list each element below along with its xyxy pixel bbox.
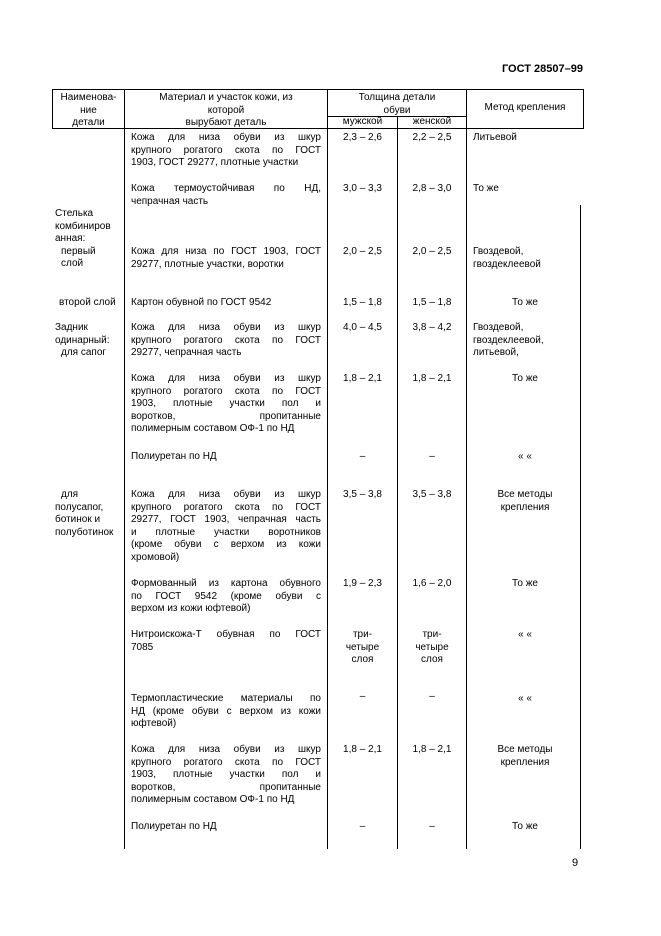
female-thickness-cell: три- четыре слоя xyxy=(415,629,449,665)
male-thickness-cell: 2,0 – 2,5 xyxy=(343,246,382,257)
female-thickness-cell: 2,2 – 2,5 xyxy=(412,132,452,143)
female-thickness-cell: 3,5 – 3,8 xyxy=(412,489,452,500)
material-cell: Нитроискожа-Т обувная по ГОСТ 7085 xyxy=(131,629,321,653)
material-cell: Кожа для низа обуви из шкур крупного рогатого скота по ГОСТ 1903, плотные участки пол и воротков, пропитанные полимерным составом ОФ-1 по НД xyxy=(131,373,321,434)
method-cell: То же xyxy=(512,578,538,589)
female-thickness-cell: 3,8 – 4,2 xyxy=(412,322,452,333)
female-thickness-cell: – xyxy=(429,691,435,702)
material-cell: Полиуретан по НД xyxy=(131,451,217,462)
material-cell: Кожа для низа по ГОСТ 1903, ГОСТ 29277, плотные участки, воротки xyxy=(131,246,321,270)
method-cell: То же xyxy=(512,821,538,832)
column-header-name: Наименова- ние детали xyxy=(60,92,117,128)
part-half-boots: для полусапог, ботинок и полуботинок xyxy=(55,489,114,538)
material-cell: Термопластические материалы по НД (кроме обуви с верхом из кожи юфтевой) xyxy=(131,693,321,729)
female-thickness-cell: 1,8 – 2,1 xyxy=(412,373,452,384)
material-cell: Кожа термоустойчивая по НД, чепрачная часть xyxy=(131,183,321,207)
method-cell: « « xyxy=(518,693,532,704)
male-thickness-cell: 1,5 – 1,8 xyxy=(343,297,382,308)
part-insole: Стелька комбиниров анная: первый слой xyxy=(55,208,111,269)
male-thickness-cell: 1,9 – 2,3 xyxy=(343,578,382,589)
material-cell: Кожа для низа обуви из шкур крупного рогатого скота по ГОСТ 29277, чепрачная часть xyxy=(131,322,321,358)
column-header-female: женской xyxy=(412,116,452,127)
part-second-layer: второй слой xyxy=(59,297,116,308)
method-cell: То же xyxy=(473,183,499,194)
part-heel-counter: Задник одинарный: для сапог xyxy=(55,322,110,358)
female-thickness-cell: – xyxy=(429,451,435,462)
specification-table xyxy=(52,89,584,849)
material-cell: Формованный из картона обувного по ГОСТ 9542 (кроме обуви с верхом из кожи юфтевой) xyxy=(131,578,321,614)
method-cell: « « xyxy=(518,451,532,462)
female-thickness-cell: 1,6 – 2,0 xyxy=(412,578,452,589)
male-thickness-cell: 4,0 – 4,5 xyxy=(343,322,382,333)
method-cell: Гвоздевой, гвоздеклеевой xyxy=(473,246,541,270)
column-header-method: Метод крепления xyxy=(484,102,566,113)
male-thickness-cell: – xyxy=(359,691,366,702)
material-cell: Кожа для низа обуви из шкур крупного рогатого скота по ГОСТ 29277, ГОСТ 1903, чепрачная часть и плотные участки воротников (кроме обуви с верхом из кожи хромовой) xyxy=(131,489,321,563)
method-cell: « « xyxy=(518,629,532,640)
column-header-thickness: Толщина детали обуви xyxy=(358,92,436,116)
page-number: 9 xyxy=(572,857,579,869)
method-cell: Гвоздевой, гвоздеклеевой, литьевой, xyxy=(473,322,544,358)
method-cell: То же xyxy=(512,373,538,384)
male-thickness-cell: три- четыре слоя xyxy=(345,629,380,665)
column-divider-thickness xyxy=(466,89,467,849)
female-thickness-cell: 2,8 – 3,0 xyxy=(412,183,452,194)
material-cell: Полиуретан по НД xyxy=(131,821,217,832)
table-top-border xyxy=(52,89,584,90)
material-cell: Картон обувной по ГОСТ 9542 xyxy=(131,297,272,308)
method-cell: Все методы крепления xyxy=(497,489,553,513)
female-thickness-cell: 2,0 – 2,5 xyxy=(412,246,452,257)
material-cell: Кожа для низа обуви из шкур крупного рогатого скота по ГОСТ 1903, плотные участки пол и воротков, пропитанные полимерным составом ОФ-1 по НД xyxy=(131,744,321,805)
female-thickness-cell: – xyxy=(429,821,435,832)
material-cell: Кожа для низа обуви из шкур крупного рогатого скота по ГОСТ 1903, ГОСТ 29277, плотные участки xyxy=(131,132,321,168)
male-thickness-cell: 1,8 – 2,1 xyxy=(343,744,382,755)
document-standard-header: ГОСТ 28507–99 xyxy=(501,63,583,75)
table-right-border xyxy=(583,89,584,129)
method-cell: То же xyxy=(512,297,538,308)
male-thickness-cell: 1,8 – 2,1 xyxy=(343,373,382,384)
method-cell: Литьевой xyxy=(473,132,517,143)
method-cell: Все методы крепления xyxy=(497,744,553,768)
male-thickness-cell: 3,5 – 3,8 xyxy=(343,489,382,500)
column-header-male: мужской xyxy=(342,116,383,127)
male-thickness-cell: 3,0 – 3,3 xyxy=(343,183,382,194)
male-thickness-cell: – xyxy=(359,451,366,462)
column-divider-name xyxy=(124,89,125,849)
female-thickness-cell: 1,5 – 1,8 xyxy=(412,297,452,308)
column-header-material: Материал и участок кожи, из которой вырубают деталь xyxy=(159,92,293,128)
column-divider-gender xyxy=(397,116,398,849)
column-divider-material xyxy=(327,89,328,849)
male-thickness-cell: – xyxy=(359,821,366,832)
male-thickness-cell: 2,3 – 2,6 xyxy=(343,132,382,143)
female-thickness-cell: 1,8 – 2,1 xyxy=(412,744,452,755)
